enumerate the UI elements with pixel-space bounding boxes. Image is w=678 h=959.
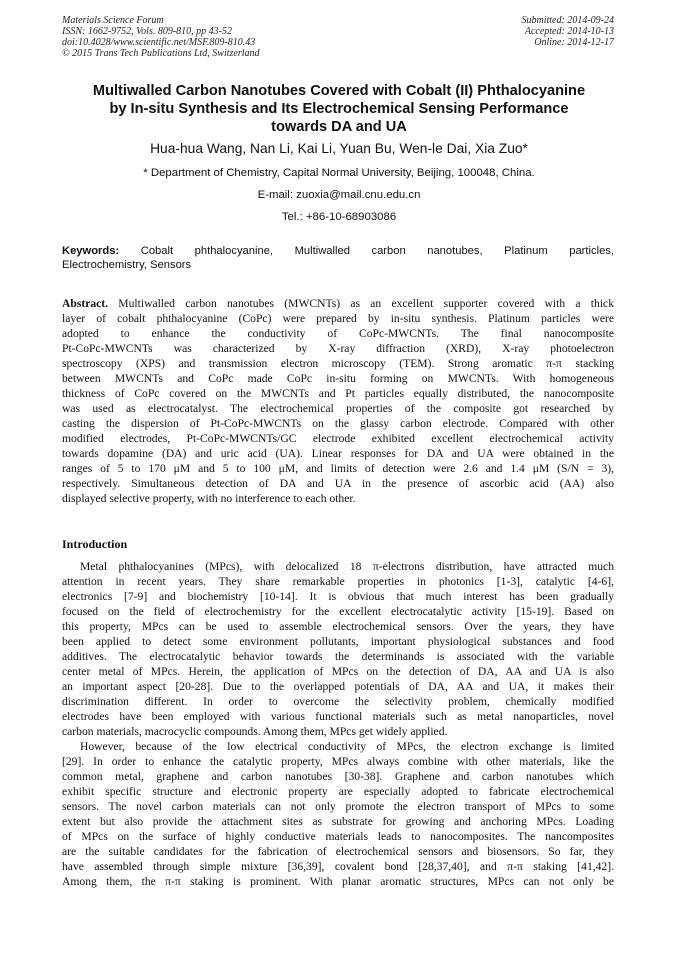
abstract-line: Multiwalled carbon nanotubes (MWCNTs) as an excellent supporter covered with a thick [108, 297, 614, 310]
journal-name: Materials Science Forum [62, 15, 164, 26]
accepted-date: Accepted: 2014-10-13 [524, 26, 614, 37]
author-list: Hua-hua Wang, Nan Li, Kai Li, Yuan Bu, Wen-le Dai, Xia Zuo* [150, 141, 528, 156]
intro-line: extent but also provide the attachment sites as substrate for growing and anchoring MPcs. Loading [62, 815, 614, 828]
intro-line: exhibit specific structure and electronic property are especially adopted to fabricate electrochemical [62, 785, 614, 798]
intro-line: [29]. In order to enhance the catalytic property, MPcs always combine with other materials, like the [62, 755, 614, 768]
contact-email: E-mail: zuoxia@mail.cnu.edu.cn [257, 189, 421, 201]
intro-line: electronics [7-9] and biochemistry [10-14]. It is obvious that much interest has been gradually [62, 590, 614, 603]
title-line: towards DA and UA [271, 119, 407, 135]
online-date: Online: 2014-12-17 [534, 37, 614, 48]
title-line: Multiwalled Carbon Nanotubes Covered with Cobalt (II) Phthalocyanine [92, 83, 586, 99]
affiliation: * Department of Chemistry, Capital Normal University, Beijing, 100048, China. [143, 167, 535, 179]
abstract-line: thickness of CoPc covered on the MWCNTs and Pt particles equally distributed, the nanocomposite [62, 387, 614, 400]
submitted-date: Submitted: 2014-09-24 [521, 15, 614, 26]
title-line: by In-situ Synthesis and Its Electrochemical Sensing Performance [109, 101, 569, 117]
contact-phone: Tel.: +86-10-68903086 [281, 211, 397, 223]
keywords-text: Electrochemistry, Sensors [62, 259, 192, 271]
submission-dates [522, 15, 615, 48]
intro-line: sensors. The novel carbon materials can not only promote the electron transport of MPcs to some [62, 800, 614, 813]
intro-line: common metal, graphene and carbon nanotubes [30-38]. Graphene and carbon nanotubes which [62, 770, 614, 783]
section-heading: Introduction [62, 537, 128, 551]
journal-copyright: © 2015 Trans Tech Publications Ltd, Switzerland [62, 48, 260, 59]
abstract-line: adopted to enhance the conductivity of CoPc-MWCNTs. The final nanocomposite [62, 327, 614, 340]
intro-line: been applied to detect some environment pollutants, important physiological substances and food [62, 635, 614, 648]
keywords-label: Keywords: [62, 245, 120, 257]
abstract-line: casting the dispersion of Pt-CoPc-MWCNTs on the glassy carbon electrode. Compared with other [62, 417, 614, 430]
introduction-body [62, 559, 614, 889]
abstract-line: towards dopamine (DA) and uric acid (UA). Linear responses for DA and UA were obtained in the [62, 447, 614, 460]
abstract-line: respectively. Simultaneous detection of DA and UA in the presence of ascorbic acid (AA) also [62, 477, 614, 490]
abstract-line: spectroscopy (XPS) and transmission electron microscopy (TEM). Strong aromatic π-π stacking [62, 357, 614, 370]
intro-line: Among them, the π-π staking is prominent. With planar aromatic structures, MPcs can not only be [62, 875, 614, 888]
abstract-line: was used as electrocatalyst. The electrochemical properties of the composite got researched by [62, 402, 614, 415]
intro-line: center metal of MPcs. Herein, the application of MPcs on the detection of DA, AA and UA is also [62, 665, 614, 678]
journal-issn: ISSN: 1662-9752, Vols. 809-810, pp 43-52 [62, 26, 232, 37]
abstract-section [62, 296, 614, 506]
abstract-line: modified electrodes, Pt-CoPc-MWCNTs/GC electrode exhibited excellent electrochemical activity [62, 432, 614, 445]
keywords-text: Cobalt phthalocyanine, Multiwalled carbon nanotubes, Platinum particles, [119, 245, 614, 257]
intro-line: additives. The electrocatalytic behavior towards the determinands is associated with the variable [62, 650, 614, 663]
paper-title [62, 82, 616, 136]
intro-line: an important aspect [20-28]. Due to the overlapped potentials of DA, AA and UA, it makes their [62, 680, 614, 693]
intro-line: are the suitable candidates for the fabrication of electrochemical sensors and biosensors. So far, they [62, 845, 614, 858]
journal-info [62, 15, 260, 59]
abstract-line: ranges of 5 to 170 μM and 5 to 100 μM, and limits of detection were 2.6 and 1.4 μM (S/N = 3), [62, 462, 614, 475]
intro-line: electrodes have been employed with various functional materials such as metal nanoparticles, novel [62, 710, 614, 723]
abstract-line: Pt-CoPc-MWCNTs was characterized by X-ray diffraction (XRD), X-ray photoelectron [62, 342, 614, 355]
intro-line: Metal phthalocyanines (MPcs), with delocalized 18 π-electrons distribution, have attracted much [80, 560, 614, 573]
intro-line: attention in recent years. They share remarkable properties in photonics [1-3], catalytic [4-6], [62, 575, 614, 588]
intro-line: have assembled through simple mixture [36,39], covalent bond [28,37,40], and π-π staking [41,42]. [62, 860, 614, 873]
intro-line: focused on the field of electrochemistry for the excellent electrocatalytic activity [15-19]. Based on [62, 605, 614, 618]
intro-line: discrimination different. In order to overcome the selectivity problem, chemically modified [62, 695, 614, 708]
intro-line: carbon materials, macrocyclic compounds. Among them, MPcs get widely applied. [62, 725, 448, 738]
abstract-line: layer of cobalt phthalocyanine (CoPc) were prepared by in-situ synthesis. Platinum particles were [62, 312, 614, 325]
abstract-label: Abstract. [62, 297, 109, 310]
abstract-line: displayed selective property, with no interference to each other. [62, 492, 356, 505]
intro-line: this property, MPcs can be used to assemble electrochemical sensors. Over the years, they have [62, 620, 614, 633]
keywords-section [62, 244, 614, 272]
journal-doi: doi:10.4028/www.scientific.net/MSF.809-810.43 [62, 37, 256, 48]
intro-line: of MPcs on the surface of highly conductive materials leads to nanocomposites. The nancomposites [62, 830, 614, 843]
abstract-line: between MWCNTs and CoPc made CoPc in-situ forming on MWCNTs. With homogeneous [62, 372, 614, 385]
intro-line: However, because of the low electrical conductivity of MPcs, the electron exchange is limited [80, 740, 614, 753]
